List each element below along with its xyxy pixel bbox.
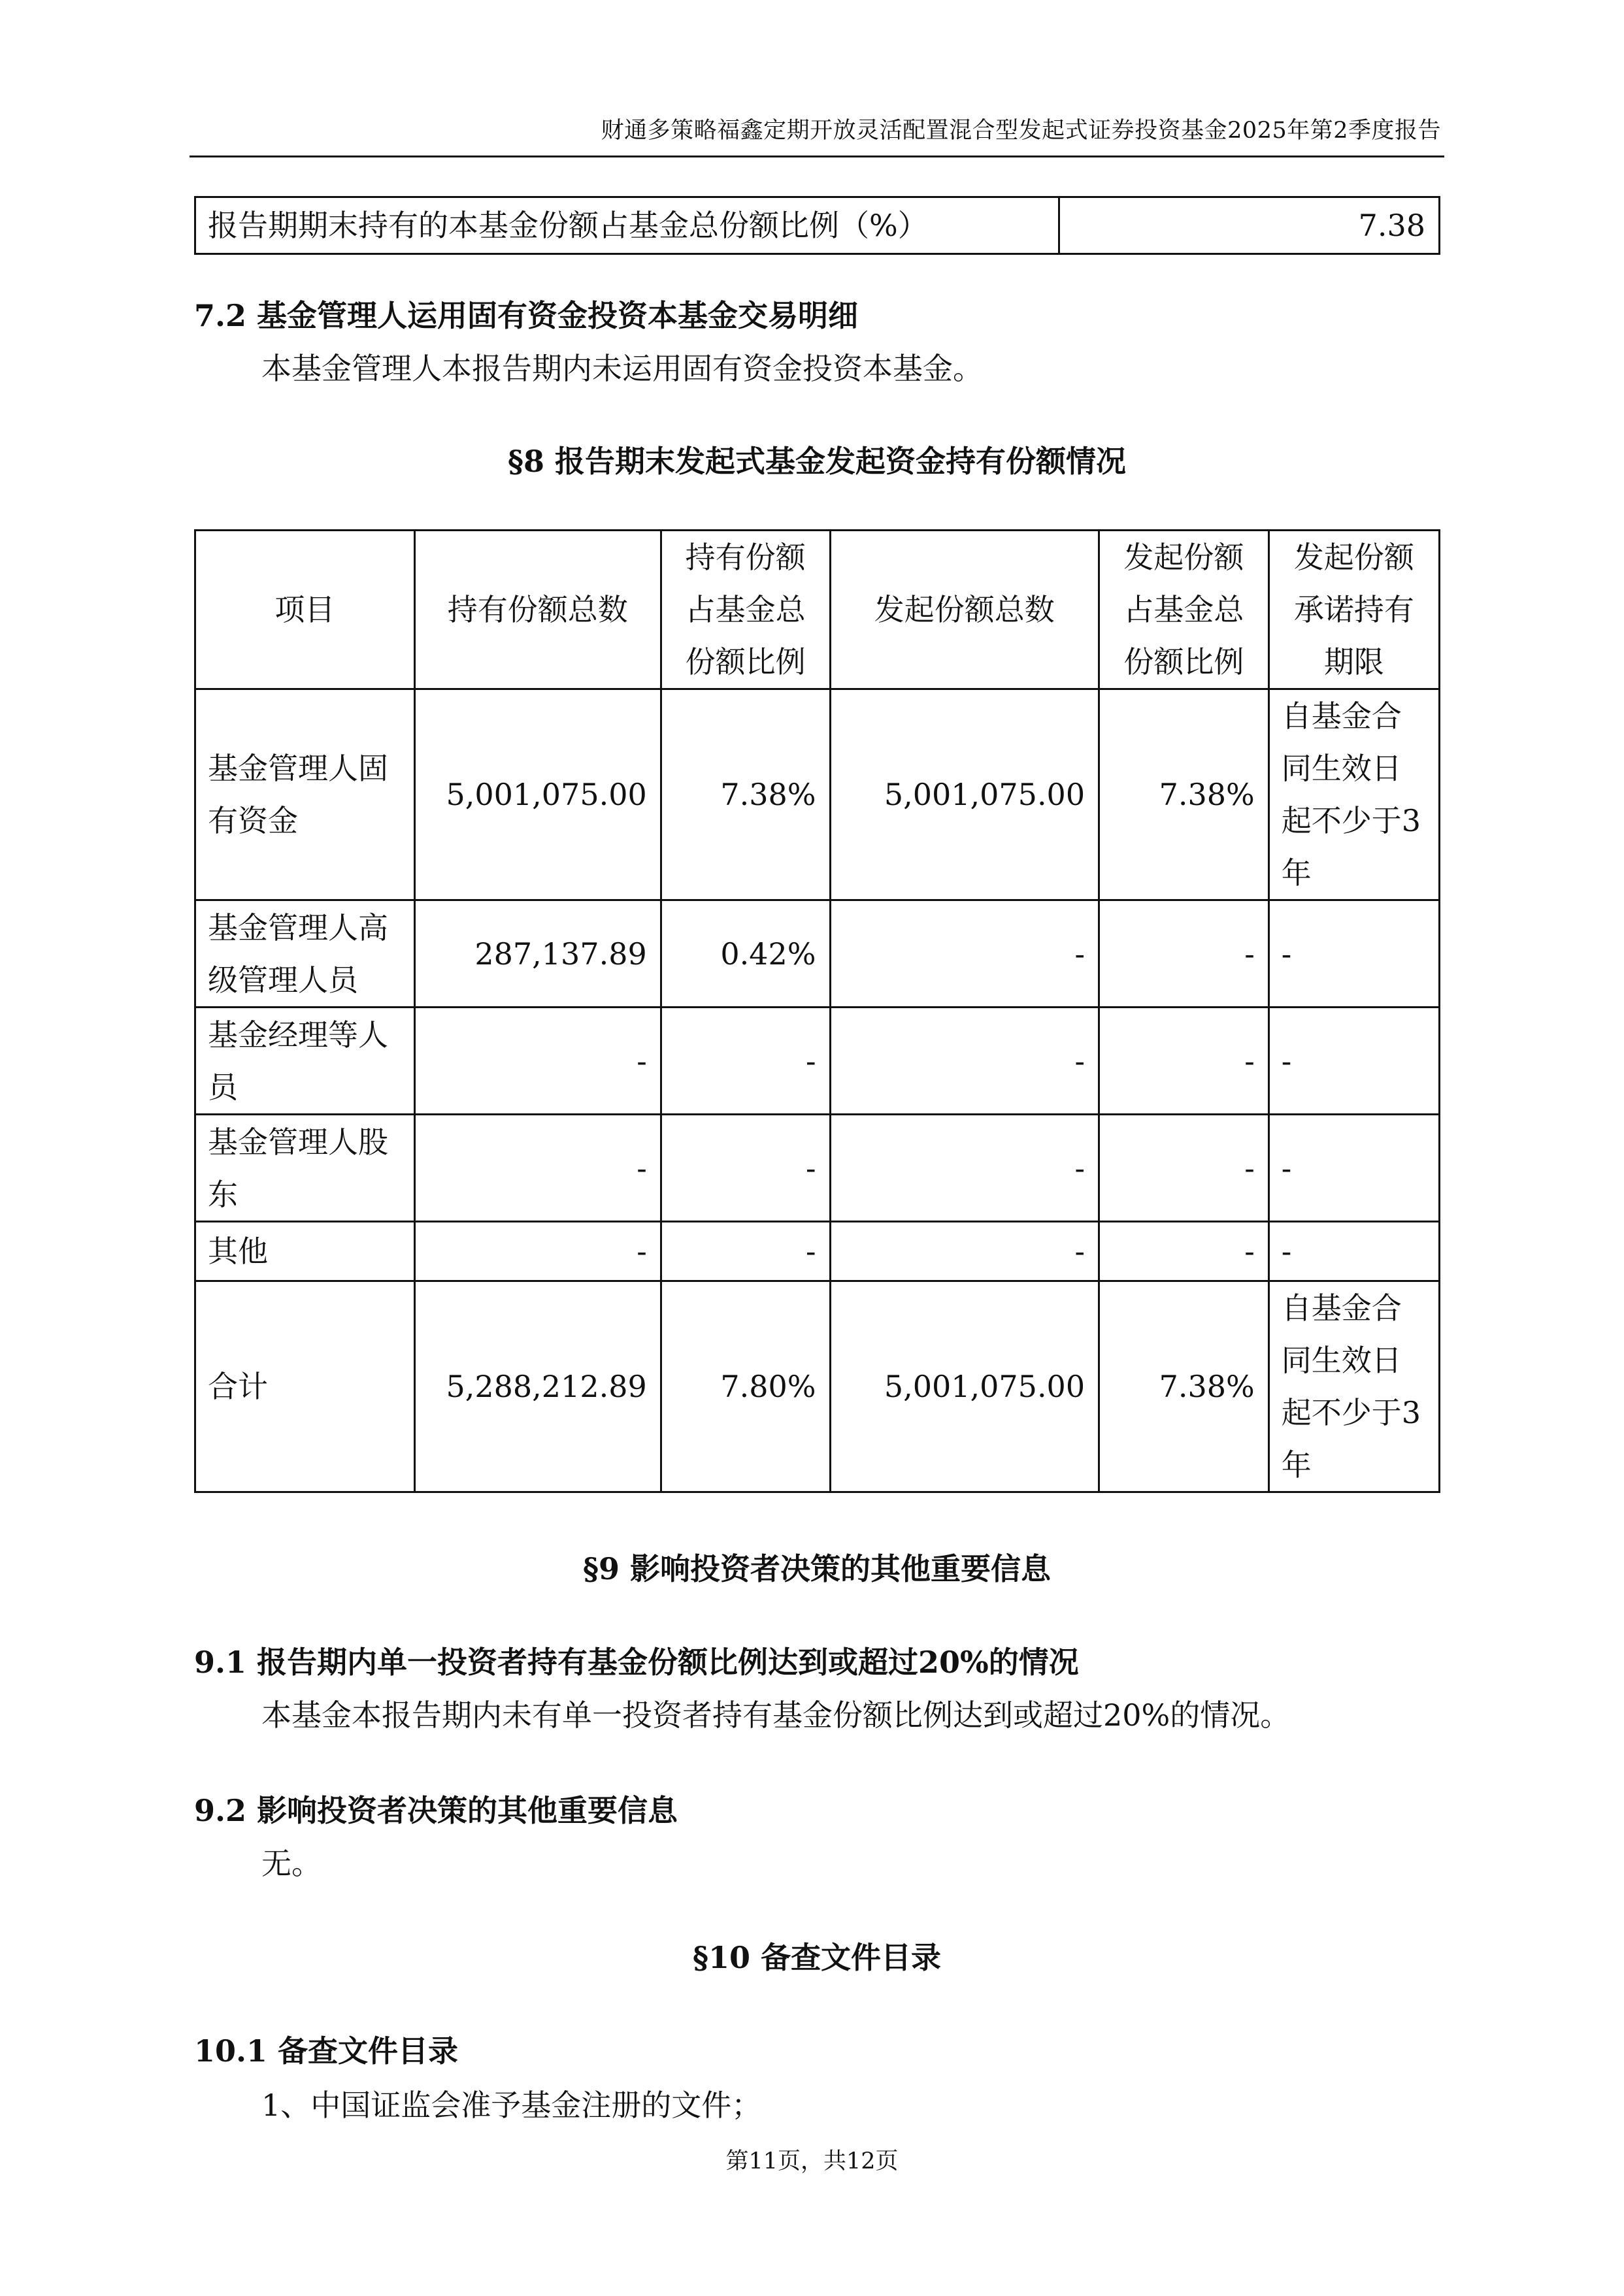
table-header-row bbox=[195, 531, 1440, 689]
column-header-total-shares: 持有份额总数 bbox=[414, 531, 661, 689]
section-9-2-heading: 9.2 影响投资者决策的其他重要信息 bbox=[194, 1793, 678, 1828]
section-10-1-item-1: 1、中国证监会准予基金注册的文件； bbox=[261, 2088, 762, 2123]
table-row bbox=[195, 900, 1440, 1008]
row-label: 合计 bbox=[195, 1281, 415, 1492]
holding-ratio-table bbox=[194, 196, 1440, 255]
row-label: 其他 bbox=[195, 1222, 415, 1281]
share-ratio-cell: 7.38% bbox=[661, 689, 830, 900]
row-label: 基金管理人股东 bbox=[195, 1115, 415, 1222]
seed-ratio-cell: - bbox=[1099, 1115, 1269, 1222]
total-shares-cell: - bbox=[414, 1008, 661, 1115]
row-label: 基金管理人高级管理人员 bbox=[195, 900, 415, 1008]
total-shares-cell: - bbox=[414, 1222, 661, 1281]
row-label: 基金经理等人员 bbox=[195, 1008, 415, 1115]
seed-ratio-cell: 7.38% bbox=[1099, 689, 1269, 900]
seed-ratio-cell: - bbox=[1099, 1222, 1269, 1281]
share-ratio-cell: - bbox=[661, 1008, 830, 1115]
total-shares-cell: 5,001,075.00 bbox=[414, 689, 661, 900]
holding-ratio-value: 7.38 bbox=[1059, 197, 1440, 254]
holding-period-cell: 自基金合同生效日起不少于3年 bbox=[1268, 1281, 1439, 1492]
share-ratio-cell: 7.80% bbox=[661, 1281, 830, 1492]
section-9-1-heading: 9.1 报告期内单一投资者持有基金份额比例达到或超过20%的情况 bbox=[194, 1645, 1079, 1680]
section-10-heading: §10 备查文件目录 bbox=[692, 1940, 942, 1975]
table-row bbox=[195, 1281, 1440, 1492]
seed-share-table bbox=[194, 529, 1440, 1493]
section-7-2-text: 本基金管理人本报告期内未运用固有资金投资本基金。 bbox=[261, 351, 983, 386]
total-shares-cell: 5,288,212.89 bbox=[414, 1281, 661, 1492]
report-header-title: 财通多策略福鑫定期开放灵活配置混合型发起式证券投资基金2025年第2季度报告 bbox=[601, 118, 1441, 144]
seed-ratio-cell: - bbox=[1099, 900, 1269, 1008]
column-header-seed-ratio: 发起份额占基金总份额比例 bbox=[1099, 531, 1269, 689]
section-10-1-heading: 10.1 备查文件目录 bbox=[194, 2033, 459, 2069]
holding-period-cell: - bbox=[1268, 900, 1439, 1008]
column-header-item: 项目 bbox=[195, 531, 415, 689]
table-row bbox=[195, 197, 1440, 254]
holding-period-cell: - bbox=[1268, 1115, 1439, 1222]
row-label: 基金管理人固有资金 bbox=[195, 689, 415, 900]
table-row bbox=[195, 689, 1440, 900]
seed-shares-cell: - bbox=[830, 1115, 1099, 1222]
page-number: 第11页，共12页 bbox=[725, 2148, 899, 2174]
holding-ratio-label: 报告期期末持有的本基金份额占基金总份额比例（%） bbox=[195, 197, 1059, 254]
section-9-heading: §9 影响投资者决策的其他重要信息 bbox=[582, 1551, 1052, 1586]
seed-ratio-cell: 7.38% bbox=[1099, 1281, 1269, 1492]
seed-shares-cell: - bbox=[830, 1008, 1099, 1115]
column-header-holding-period: 发起份额承诺持有期限 bbox=[1268, 531, 1439, 689]
section-8-heading: §8 报告期末发起式基金发起资金持有份额情况 bbox=[507, 444, 1127, 479]
header-divider bbox=[190, 156, 1444, 157]
section-7-2-heading: 7.2 基金管理人运用固有资金投资本基金交易明细 bbox=[194, 298, 859, 333]
seed-shares-cell: 5,001,075.00 bbox=[830, 689, 1099, 900]
seed-ratio-cell: - bbox=[1099, 1008, 1269, 1115]
total-shares-cell: - bbox=[414, 1115, 661, 1222]
total-shares-cell: 287,137.89 bbox=[414, 900, 661, 1008]
section-9-2-text: 无。 bbox=[261, 1846, 322, 1881]
share-ratio-cell: - bbox=[661, 1222, 830, 1281]
column-header-seed-shares: 发起份额总数 bbox=[830, 531, 1099, 689]
share-ratio-cell: 0.42% bbox=[661, 900, 830, 1008]
table-row bbox=[195, 1008, 1440, 1115]
share-ratio-cell: - bbox=[661, 1115, 830, 1222]
seed-shares-cell: - bbox=[830, 900, 1099, 1008]
seed-shares-cell: - bbox=[830, 1222, 1099, 1281]
holding-period-cell: - bbox=[1268, 1008, 1439, 1115]
holding-period-cell: - bbox=[1268, 1222, 1439, 1281]
holding-period-cell: 自基金合同生效日起不少于3年 bbox=[1268, 689, 1439, 900]
column-header-share-ratio: 持有份额占基金总份额比例 bbox=[661, 531, 830, 689]
section-9-1-text: 本基金本报告期内未有单一投资者持有基金份额比例达到或超过20%的情况。 bbox=[261, 1697, 1291, 1733]
table-row bbox=[195, 1115, 1440, 1222]
table-row bbox=[195, 1222, 1440, 1281]
seed-shares-cell: 5,001,075.00 bbox=[830, 1281, 1099, 1492]
